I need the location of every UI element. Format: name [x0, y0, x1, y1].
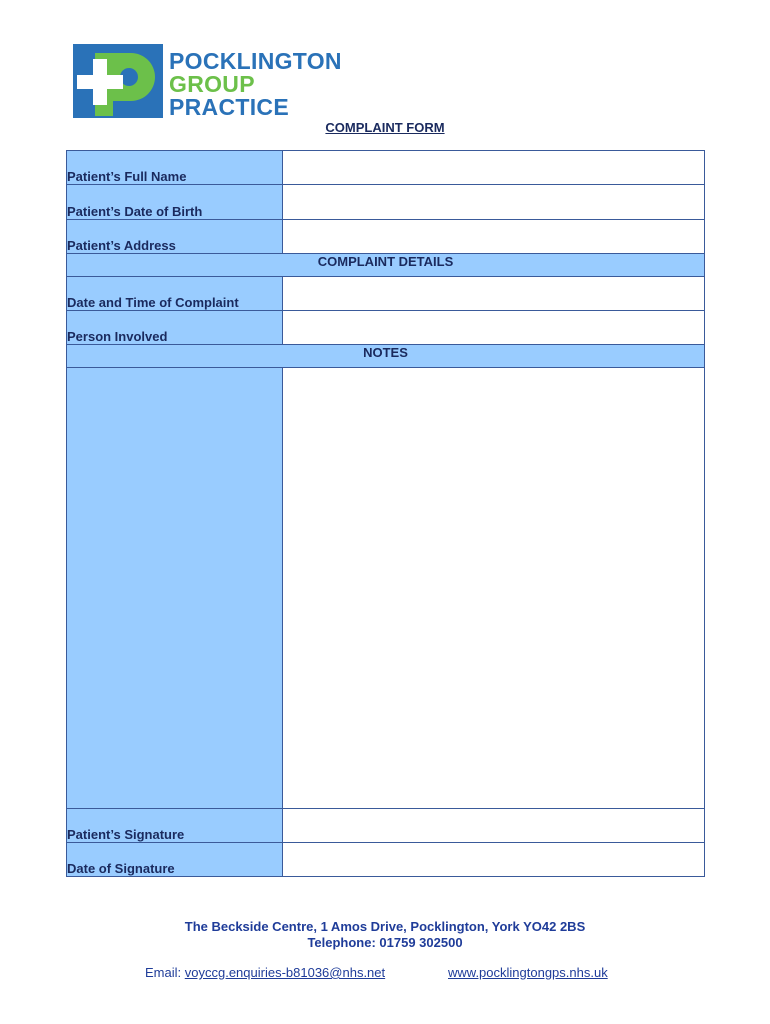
row-person-involved: [67, 311, 705, 345]
website-link[interactable]: www.pocklingtongps.nhs.uk: [448, 965, 608, 980]
dob-label: Patient’s Date of Birth: [67, 185, 283, 220]
footer-email: [145, 965, 385, 980]
notes-label-cell: [67, 368, 283, 809]
signature-date-label: Date of Signature: [67, 843, 283, 877]
row-signature: [67, 809, 705, 843]
row-address: [67, 220, 705, 254]
row-notes: [67, 368, 705, 809]
email-link[interactable]: voyccg.enquiries-b81036@nhs.net: [184, 965, 386, 980]
person-involved-field[interactable]: [283, 311, 705, 345]
email-label: Email:: [145, 965, 182, 980]
row-date-time: [67, 277, 705, 311]
date-time-field[interactable]: [283, 277, 705, 311]
dob-field[interactable]: [283, 185, 705, 220]
row-dob: [67, 185, 705, 220]
notes-field[interactable]: [283, 368, 705, 809]
person-involved-label: Person Involved: [67, 311, 283, 345]
row-full-name: [67, 151, 705, 185]
complaint-details-header: COMPLAINT DETAILS: [67, 254, 705, 277]
signature-date-field[interactable]: [283, 843, 705, 877]
full-name-label: Patient’s Full Name: [67, 151, 283, 185]
footer-website: [448, 965, 608, 980]
full-name-field[interactable]: [283, 151, 705, 185]
form-title: COMPLAINT FORM: [325, 120, 445, 135]
row-notes-header: [67, 345, 705, 368]
logo-line-3: PRACTICE: [169, 94, 289, 120]
date-time-label: Date and Time of Complaint: [67, 277, 283, 311]
complaint-form-table: [66, 150, 705, 877]
row-signature-date: [67, 843, 705, 877]
footer-address: The Beckside Centre, 1 Amos Drive, Pocklington, York YO42 2BS: [184, 919, 586, 934]
address-label: Patient’s Address: [67, 220, 283, 254]
logo-line-2: GROUP: [169, 71, 255, 97]
pocklington-p-cross-icon: [73, 44, 163, 118]
row-complaint-details-header: [67, 254, 705, 277]
footer-telephone: Telephone: 01759 302500: [307, 935, 463, 950]
practice-name: [169, 50, 342, 119]
practice-logo: [73, 44, 373, 120]
signature-field[interactable]: [283, 809, 705, 843]
address-field[interactable]: [283, 220, 705, 254]
logo-line-1: POCKLINGTON: [169, 48, 342, 74]
notes-header: NOTES: [67, 345, 705, 368]
signature-label: Patient’s Signature: [67, 809, 283, 843]
